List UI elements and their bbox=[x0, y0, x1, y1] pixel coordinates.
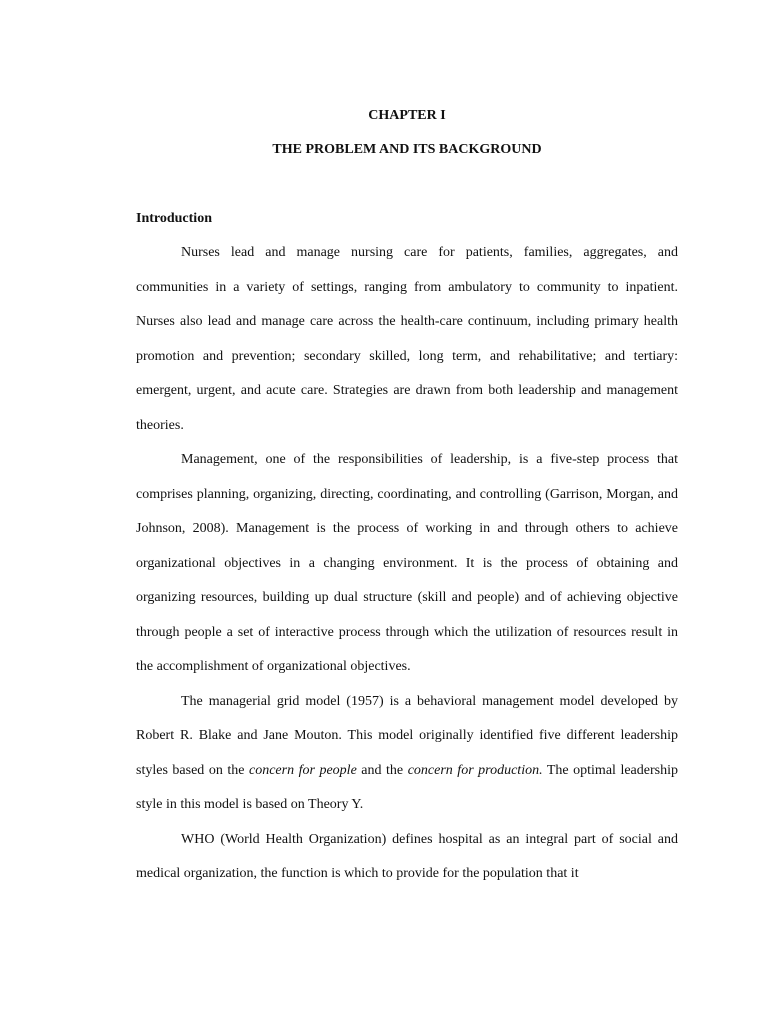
paragraph-1: Nurses lead and manage nursing care for patients, families, aggregates, and communities in a variety of settings, ranging from ambulatory to community to inpatient. Nurses also lead and manage care across the health-care continuum, including primary health promotion and prevention; secondary skilled, long term, and rehabilitative; and tertiary: emergent, urgent, and acute care. Strategies are drawn from both leadership and management theories. bbox=[136, 245, 678, 433]
paragraph-3-italic-1: concern for people bbox=[248, 762, 357, 778]
paragraph-3 bbox=[136, 685, 678, 823]
paragraph-3-part-3: The optimal leadership style in this model is based on Theory Y. bbox=[136, 762, 678, 812]
paragraph-4: WHO (World Health Organization) defines hospital as an integral part of social and medical organization, the function is which to provide for the population that it bbox=[136, 831, 678, 881]
section-heading: Introduction bbox=[136, 211, 212, 226]
paragraph-3-italic-2: concern for production. bbox=[407, 762, 543, 778]
paragraph-3-part-2: and the bbox=[356, 762, 408, 778]
chapter-title: THE PROBLEM AND ITS BACKGROUND bbox=[272, 142, 542, 157]
paragraph-3-part-1: The managerial grid model (1957) is a behavioral management model developed by Robert R. Blake and Jane Mouton. This model originally identified five different leadership styles based on the bbox=[136, 693, 678, 778]
paragraph-2: Management, one of the responsibilities of leadership, is a five-step process that comprises planning, organizing, directing, coordinating, and controlling (Garrison, Morgan, and Johnson, 2008). Management is the process of working in and through others to achieve organizational objectives in a changing environment. It is the process of obtaining and organizing resources, building up dual structure (skill and people) and of achieving objective through people a set of interactive process through which the utilization of resources result in the accomplishment of organizational objectives. bbox=[136, 452, 678, 674]
chapter-number: CHAPTER I bbox=[368, 108, 446, 123]
body-text bbox=[136, 236, 678, 892]
